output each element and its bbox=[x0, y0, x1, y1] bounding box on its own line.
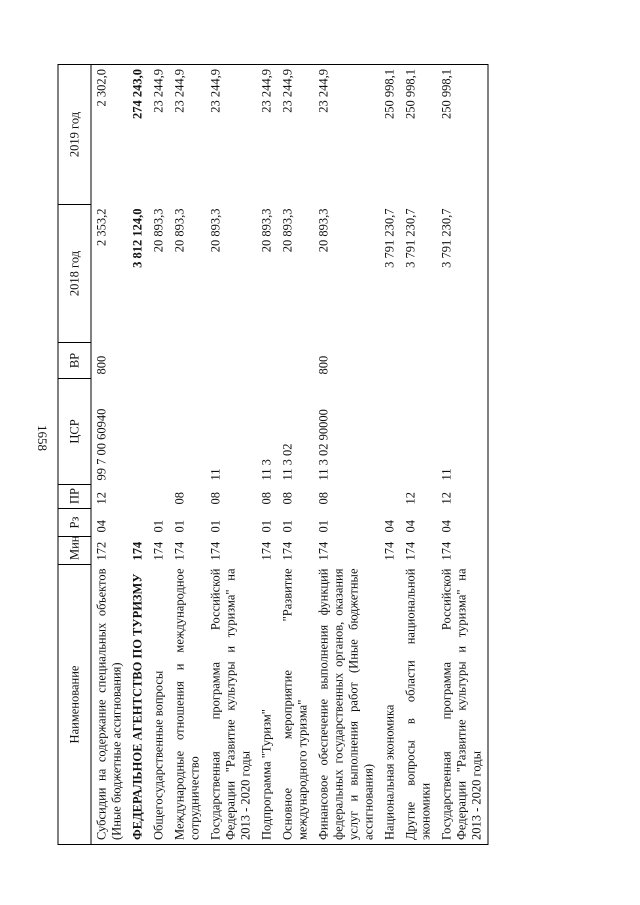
row-2019: 250 998,1 bbox=[437, 65, 489, 205]
table-row bbox=[91, 65, 128, 845]
table-header-row bbox=[58, 65, 91, 845]
row-name: ФЕДЕРАЛЬНОЕ АГЕНТСТВО ПО ТУРИЗМУ bbox=[128, 565, 149, 845]
row-min: 174 bbox=[403, 541, 418, 561]
header-2019: 2019 год bbox=[58, 65, 91, 205]
row-2018: 20 893,3 bbox=[208, 208, 223, 253]
header-name: Наименование bbox=[58, 565, 91, 845]
row-pr bbox=[380, 485, 401, 509]
row-pr: 08 bbox=[172, 492, 187, 505]
row-2019: 250 998,1 bbox=[380, 65, 401, 205]
row-vr bbox=[380, 343, 401, 379]
row-rz: 01 bbox=[151, 520, 166, 533]
table-row bbox=[149, 65, 170, 845]
row-csr: 99 7 00 60940 bbox=[94, 408, 109, 481]
table-row bbox=[257, 65, 278, 845]
row-min: 174 bbox=[172, 541, 187, 561]
row-vr bbox=[149, 343, 170, 379]
header-min: Мин bbox=[58, 537, 91, 565]
row-vr bbox=[437, 343, 489, 379]
row-csr: 11 3 02 90000 bbox=[316, 409, 331, 481]
row-rz: 01 bbox=[208, 520, 223, 533]
row-pr: 08 bbox=[259, 492, 274, 505]
row-rz: 04 bbox=[437, 509, 489, 537]
row-rz: 04 bbox=[403, 520, 418, 533]
table-row bbox=[437, 65, 489, 845]
row-pr bbox=[149, 485, 170, 509]
row-pr: 08 bbox=[208, 492, 223, 505]
row-2018: 20 893,3 bbox=[172, 208, 187, 253]
row-rz: 01 bbox=[316, 520, 331, 533]
row-min: 174 bbox=[437, 537, 489, 565]
table-row bbox=[170, 65, 206, 845]
table-row bbox=[401, 65, 437, 845]
row-name: Финансовое обеспечение выполнения функций федеральных государственных органов, оказания услуг и выполнения работ (Иные бюджетные ассигнования) bbox=[314, 565, 380, 845]
row-min: 174 bbox=[208, 541, 223, 561]
row-2018: 2 353,2 bbox=[94, 208, 109, 246]
row-2019: 250 998,1 bbox=[401, 65, 437, 205]
header-2018: 2018 год bbox=[58, 205, 91, 343]
table-row bbox=[128, 65, 149, 845]
row-name: Государственная программа Российской Федерации "Развитие культуры и туризма" на 2013 - 2020 годы bbox=[206, 565, 257, 845]
row-name: Общегосударственные вопросы bbox=[149, 565, 170, 845]
row-min: 174 bbox=[130, 541, 145, 561]
row-csr: 11 bbox=[437, 379, 489, 485]
row-rz: 01 bbox=[280, 520, 295, 533]
row-vr bbox=[278, 343, 314, 379]
row-2019: 23 244,9 bbox=[149, 65, 170, 205]
row-2019: 2 302,0 bbox=[91, 65, 128, 205]
row-vr bbox=[401, 343, 437, 379]
row-name: Международные отношения и международное сотрудничество bbox=[170, 565, 206, 845]
row-min: 174 bbox=[151, 541, 166, 561]
row-csr: 11 bbox=[208, 468, 223, 481]
row-csr bbox=[128, 379, 149, 485]
row-csr bbox=[401, 379, 437, 485]
table-row bbox=[278, 65, 314, 845]
row-csr bbox=[170, 379, 206, 485]
row-pr: 08 bbox=[316, 492, 331, 505]
row-vr: 800 bbox=[94, 355, 109, 375]
row-min: 174 bbox=[259, 541, 274, 561]
row-name: Другие вопросы в области национальной экономики bbox=[401, 565, 437, 845]
row-rz bbox=[128, 509, 149, 537]
row-csr: 11 3 02 bbox=[280, 443, 295, 481]
table-row bbox=[380, 65, 401, 845]
row-csr: 11 3 bbox=[259, 459, 274, 481]
row-pr: 08 bbox=[280, 492, 295, 505]
row-pr: 12 bbox=[403, 492, 418, 505]
row-name: Субсидии на содержание специальных объектов (Иные бюджетные ассигнования) bbox=[91, 565, 128, 845]
row-name: Подпрограмма "Туризм" bbox=[257, 565, 278, 845]
page-number: 1658 bbox=[35, 425, 50, 451]
row-name: Государственная программа Российской Федерации "Развитие культуры и туризма" на 2013 - 2020 годы bbox=[437, 565, 489, 845]
row-pr: 12 bbox=[437, 485, 489, 509]
header-vr: ВР bbox=[58, 343, 91, 379]
row-rz: 04 bbox=[94, 520, 109, 533]
row-2019: 23 244,9 bbox=[278, 65, 314, 205]
row-rz: 01 bbox=[172, 520, 187, 533]
row-name: Национальная экономика bbox=[380, 565, 401, 845]
row-2018: 3 791 230,7 bbox=[403, 208, 418, 268]
row-rz: 01 bbox=[259, 520, 274, 533]
table-row bbox=[314, 65, 380, 845]
row-2018: 3 791 230,7 bbox=[382, 208, 397, 268]
row-min: 174 bbox=[280, 541, 295, 561]
row-2018: 20 893,3 bbox=[259, 208, 274, 253]
row-vr: 800 bbox=[316, 355, 331, 375]
table-body bbox=[91, 65, 488, 845]
row-csr bbox=[149, 379, 170, 485]
row-2019: 23 244,9 bbox=[314, 65, 380, 205]
row-min: 174 bbox=[382, 541, 397, 561]
row-name: Основное мероприятие "Развитие международного туризма" bbox=[278, 565, 314, 845]
row-csr bbox=[380, 379, 401, 485]
row-2018: 20 893,3 bbox=[151, 208, 166, 253]
row-min: 174 bbox=[316, 541, 331, 561]
row-2018: 3 812 124,0 bbox=[130, 208, 145, 268]
row-2019: 274 243,0 bbox=[128, 65, 149, 205]
header-rz: Рз bbox=[58, 509, 91, 537]
budget-table bbox=[58, 64, 489, 845]
rotated-table-container bbox=[58, 65, 583, 845]
row-pr: 12 bbox=[94, 492, 109, 505]
row-min: 172 bbox=[94, 541, 109, 561]
row-2019: 23 244,9 bbox=[170, 65, 206, 205]
row-rz: 04 bbox=[382, 520, 397, 533]
row-2018: 20 893,3 bbox=[280, 208, 295, 253]
row-2019: 23 244,9 bbox=[206, 65, 257, 205]
row-2018: 20 893,3 bbox=[316, 208, 331, 253]
row-vr bbox=[128, 343, 149, 379]
row-vr bbox=[170, 343, 206, 379]
header-pr: ПР bbox=[58, 485, 91, 509]
row-2019: 23 244,9 bbox=[257, 65, 278, 205]
row-vr bbox=[206, 343, 257, 379]
header-csr: ЦСР bbox=[58, 379, 91, 485]
row-pr bbox=[128, 485, 149, 509]
row-2018: 3 791 230,7 bbox=[437, 205, 489, 343]
row-vr bbox=[257, 343, 278, 379]
table-row bbox=[206, 65, 257, 845]
